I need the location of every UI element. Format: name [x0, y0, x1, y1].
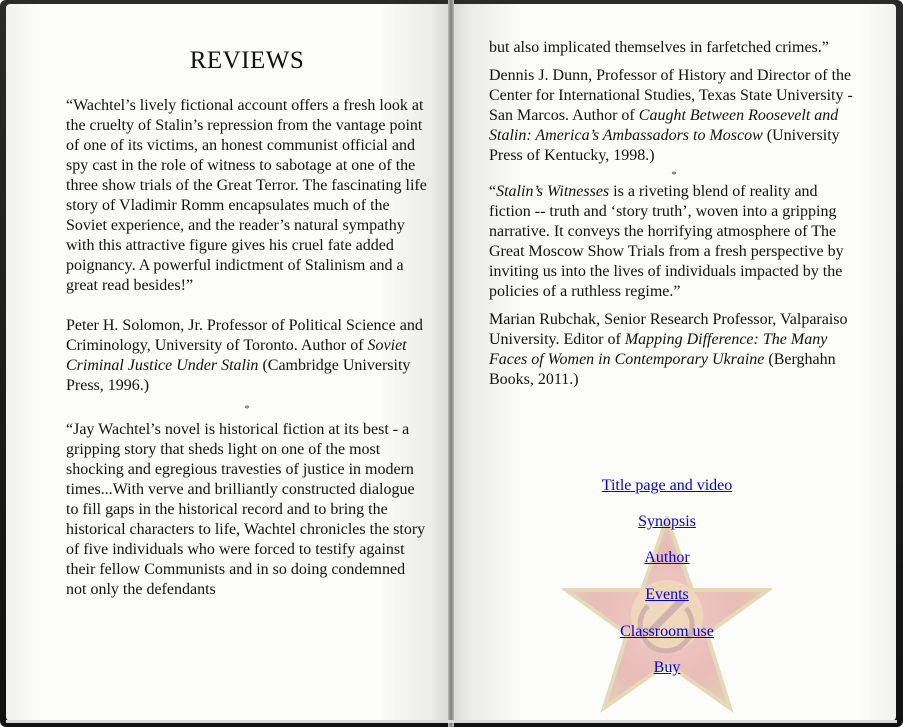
nav-link-buy[interactable]: Buy	[653, 659, 681, 676]
review-2-credit: Dennis J. Dunn, Professor of History and Director of the Center for International Studies, Texas State University - San Marcos. Author of Caught Between Roosevelt and Stalin: America’s Ambassadors to Moscow (University Press of Kentucky, 1998.)	[489, 67, 853, 164]
right-page	[452, 4, 896, 722]
review-2-continued: but also implicated themselves in farfetched crimes.”	[489, 39, 829, 56]
nav-link-classroom-use[interactable]: Classroom use	[620, 623, 714, 640]
review-1-credit: Peter H. Solomon, Jr. Professor of Political Science and Criminology, University of Toronto. Author of Soviet Criminal Justice Under Stalin (Cambridge University Press, 1996.)	[66, 317, 423, 394]
nav-link-title-page[interactable]: Title page and video	[601, 477, 733, 494]
review-2-text: “Jay Wachtel’s novel is historical fiction at its best - a gripping story that sheds light on one of the most shocking and egregious travesties of justice in modern times...With verve and brilliantly constructed dialogue to fill gaps in the historical record and to bring the historical characters to life, Wachtel chronicles the story of five individuals who were forced to testify against their fellow Communists and in so doing condemned not only the defendants	[66, 421, 426, 598]
book-spine	[448, 0, 454, 727]
left-page	[6, 4, 450, 722]
nav-links	[562, 476, 772, 678]
page-title: REVIEWS	[189, 47, 305, 74]
review-3-text: “Stalin’s Witnesses is a riveting blend of reality and fiction -- truth and ‘story truth’, woven into a gripping narrative. It conveys the horrifying atmosphere of The Great Moscow Show Trials from a fresh perspective by inviting us into the lives of individuals impacted by the policies of a ruthless regime.”	[489, 183, 844, 300]
book-title-3: Stalin’s Witnesses	[496, 183, 610, 200]
right-column	[489, 38, 859, 390]
book-title-4: Mapping Difference: The Many Faces of Women in Contemporary Ukraine	[489, 331, 828, 368]
nav-link-synopsis[interactable]: Synopsis	[638, 513, 696, 530]
review-3-credit: Marian Rubchak, Senior Research Professor, Valparaiso University. Editor of Mapping Difference: The Many Faces of Women in Contemporary Ukraine (Berghahn Books, 2011.)	[489, 311, 848, 388]
review-1-text: “Wachtel’s lively fictional account offers a fresh look at the cruelty of Stalin’s repression from the vantage point of one of its victims, an honest communist official and spy cast in the role of witness to sabotage at one of the three show trials of the Great Terror. The fascinating life story of Vladimir Romm encapsulates much of the Soviet experience, and the reader’s natural sympathy with this attractive figure gives his cruel fate added poignancy. A powerful indictment of Stalinism and a great read besides!”	[66, 97, 427, 294]
book-title-1: Soviet Criminal Justice Under Stalin	[66, 337, 407, 374]
nav-link-events[interactable]: Events	[645, 586, 689, 603]
separator-1: *	[244, 403, 250, 415]
nav-link-author[interactable]: Author	[644, 549, 690, 566]
book-title-2: Caught Between Roosevelt and Stalin: America’s Ambassadors to Moscow	[489, 107, 839, 144]
left-column	[66, 46, 428, 600]
separator-2: *	[671, 169, 677, 181]
page-edge	[6, 720, 897, 723]
